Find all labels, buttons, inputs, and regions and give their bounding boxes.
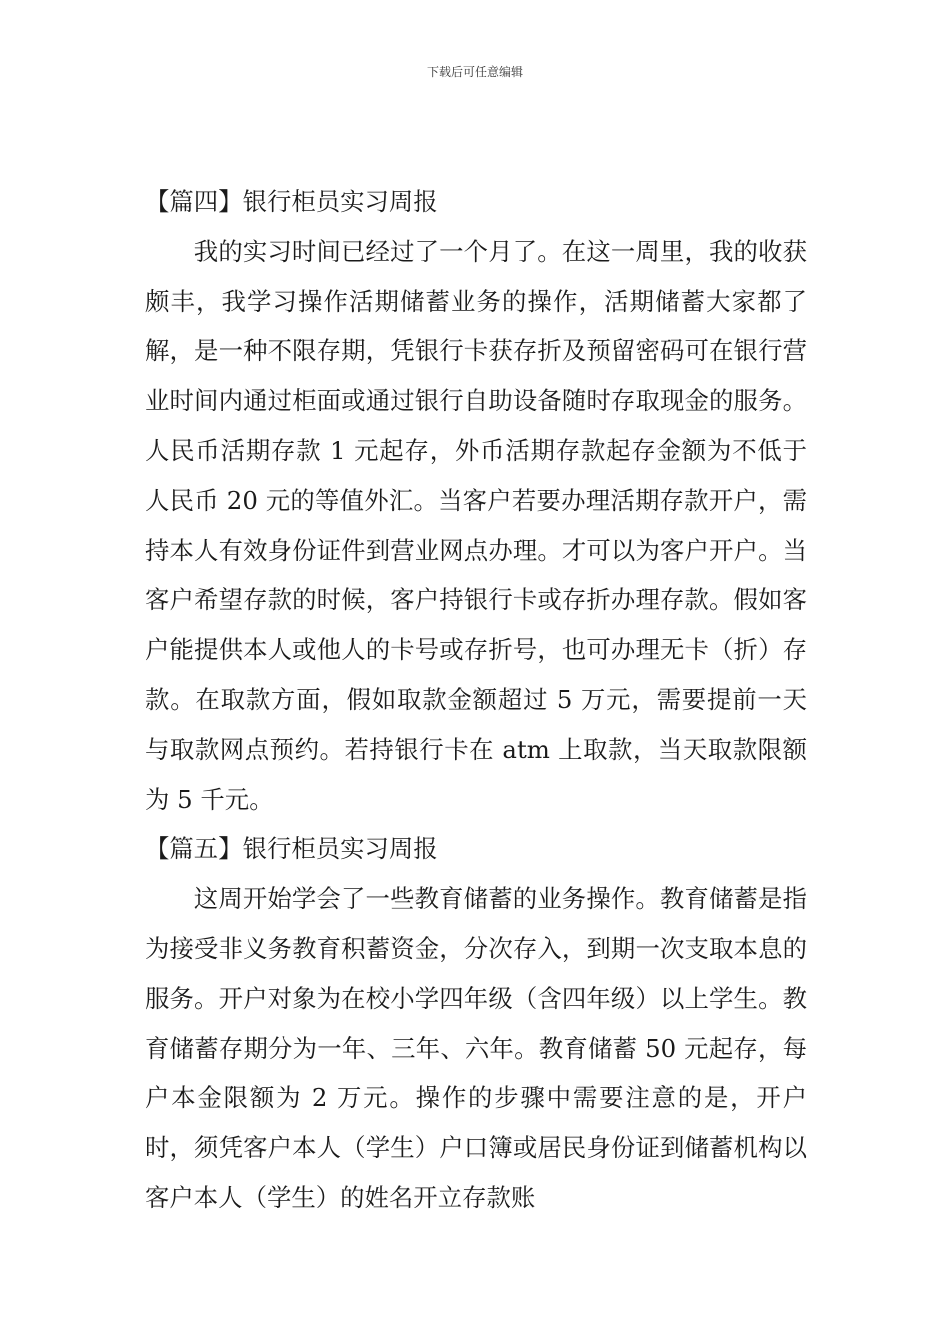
document-body bbox=[145, 177, 807, 1223]
section-paragraph-part5: 这周开始学会了一些教育储蓄的业务操作。教育储蓄是指为接受非义务教育积蓄资金，分次存入，到期一次支取本息的服务。开户对象为在校小学四年级（含四年级）以上学生。教育储蓄存期分为一年、三年、六年。教育储蓄 50 元起存，每户本金限额为 2 万元。操作的步骤中需要注意的是，开户时，须凭客户本人（学生）户口簿或居民身份证到储蓄机构以客户本人（学生）的姓名开立存款账 bbox=[145, 884, 807, 1212]
section-title-part5: 【篇五】银行柜员实习周报 bbox=[145, 834, 438, 864]
section-title-part4: 【篇四】银行柜员实习周报 bbox=[145, 187, 438, 216]
page-header: 下载后可任意编辑 bbox=[426, 65, 523, 79]
section-paragraph-part4: 我的实习时间已经过了一个月了。在这一周里，我的收获颇丰，我学习操作活期储蓄业务的操作，活期储蓄大家都了解，是一种不限存期，凭银行卡获存折及预留密码可在银行营业时间内通过柜面或通过银行自助设备随时存取现金的服务。人民币活期存款 1 元起存，外币活期存款起存金额为不低于人民币 20 元的等值外汇。当客户若要办理活期存款开户，需持本人有效身份证件到营业网点办理。才可以为客户开户。当客户希望存款的时候，客户持银行卡或存折办理存款。假如客户能提供本人或他人的卡号或存折号，也可办理无卡（折）存款。在取款方面，假如取款金额超过 5 万元，需要提前一天与取款网点预约。若持银行卡在 atm 上取款，当天取款限额为 5 千元。 bbox=[145, 236, 807, 814]
